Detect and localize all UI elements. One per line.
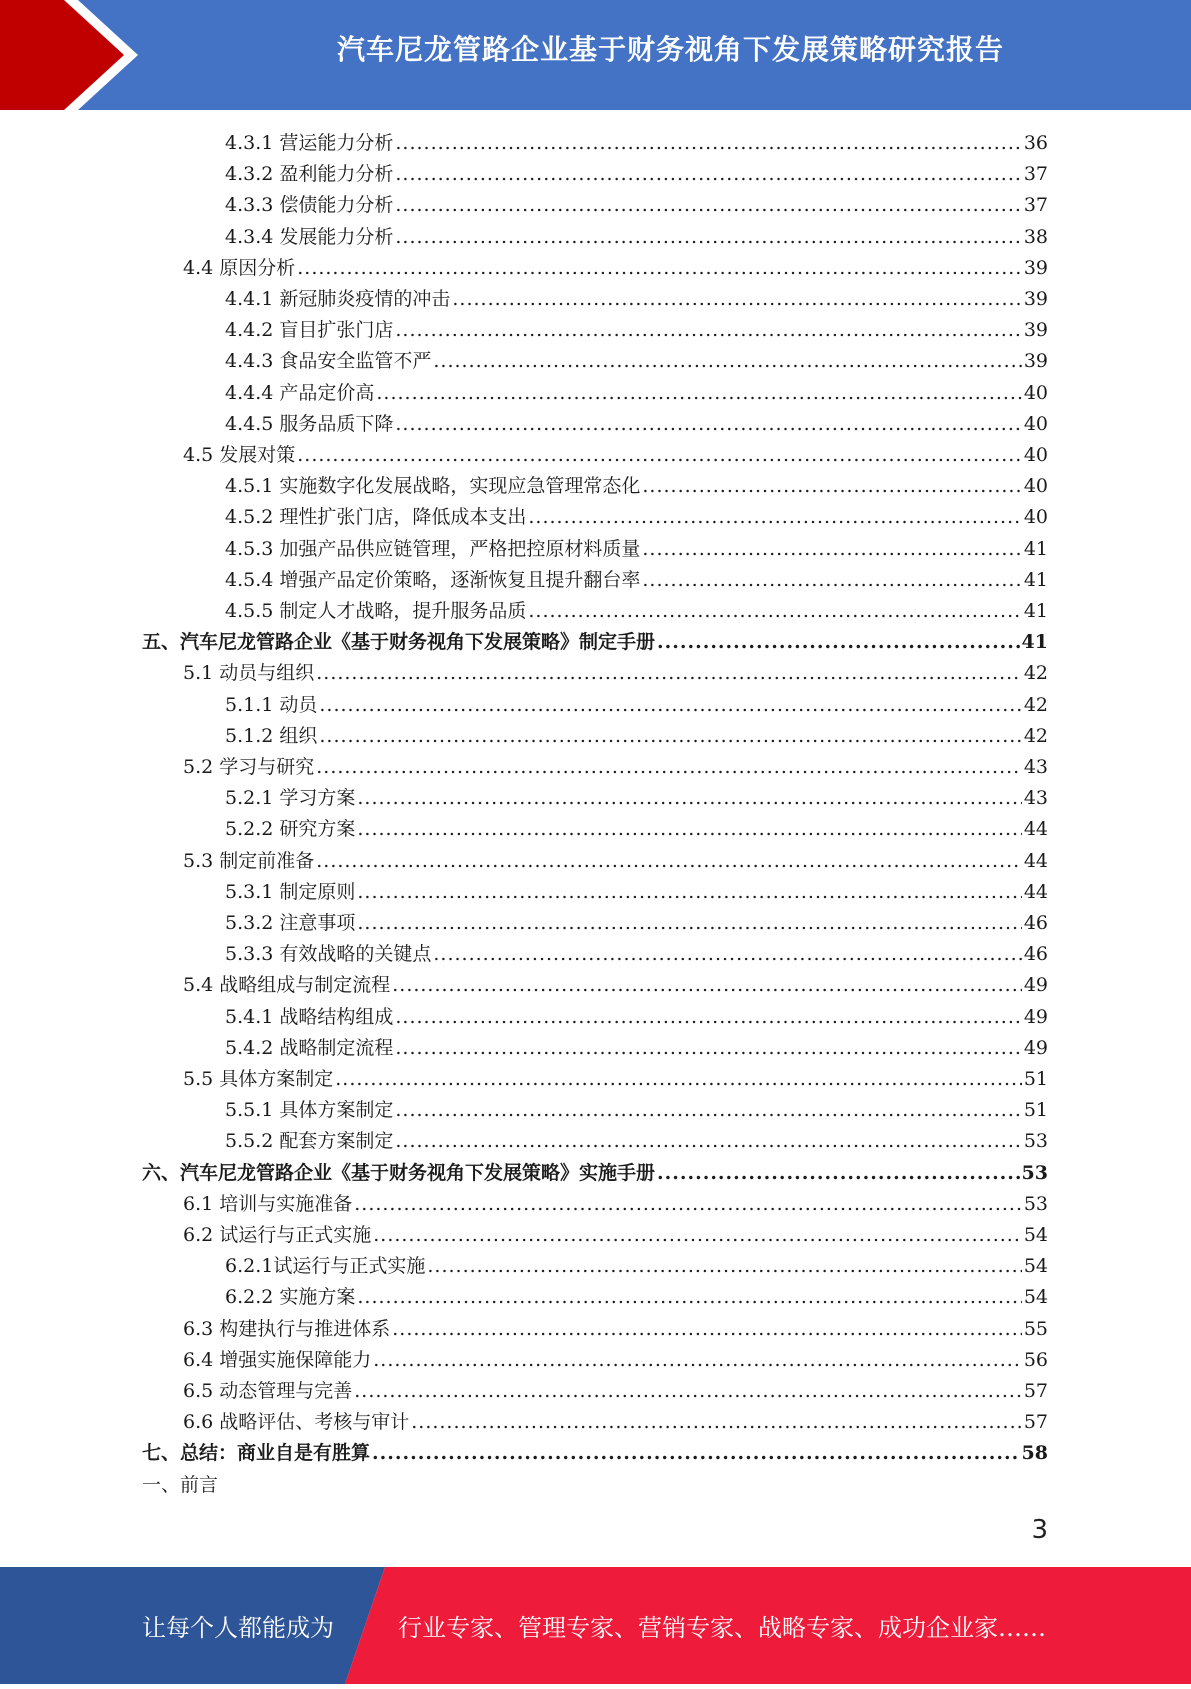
toc-entry-page: 55 <box>1023 1317 1048 1340</box>
toc-entry-number: 4.3.3 <box>225 194 274 217</box>
toc-entry[interactable] <box>183 846 1048 877</box>
toc-entry-number: 5.2.1 <box>225 787 274 810</box>
toc-dot-leader <box>354 1376 1022 1407</box>
page-number: 3 <box>1031 1515 1048 1545</box>
toc-entry[interactable] <box>142 627 1048 658</box>
toc-entry-number: 5.2 <box>183 756 214 778</box>
toc-entry-title: 盲目扩张门店 <box>279 319 394 342</box>
toc-entry[interactable] <box>183 970 1048 1001</box>
toc-entry-title: 动员与组织 <box>219 662 315 685</box>
toc-dot-leader <box>395 1033 1021 1064</box>
toc-entry-page: 41 <box>1023 537 1048 560</box>
toc-entry-title: 七、总结：商业自是有胜算 <box>142 1442 371 1465</box>
toc-entry-page: 42 <box>1023 724 1048 747</box>
toc-entry-number: 5.3.3 <box>225 943 274 966</box>
toc-entry-page: 49 <box>1023 1036 1048 1059</box>
toc-entry[interactable] <box>142 1158 1048 1189</box>
toc-dot-leader <box>373 1345 1022 1376</box>
toc-entry-title: 服务品质下降 <box>279 412 394 435</box>
toc-entry[interactable] <box>225 346 1048 377</box>
toc-dot-leader <box>395 190 1021 221</box>
page-header <box>0 0 1191 110</box>
toc-entry-title: 理性扩张门店，降低成本支出 <box>279 506 527 529</box>
toc-entry-number: 6.2 <box>183 1224 214 1246</box>
toc-entry-page: 40 <box>1023 444 1048 466</box>
toc-entry-page: 38 <box>1023 225 1048 248</box>
toc-entry-title: 六、汽车尼龙管路企业《基于财务视角下发展策略》实施手册 <box>142 1161 656 1184</box>
toc-dot-leader <box>373 1220 1022 1251</box>
toc-entry[interactable] <box>225 1033 1048 1064</box>
footer-slogan-right: 行业专家、管理专家、营销专家、战略专家、成功企业家…… <box>398 1614 1046 1642</box>
footer-slogan-left: 让每个人都能成为 <box>142 1614 334 1642</box>
toc-dot-leader <box>411 1407 1022 1438</box>
toc-entry-title: 实施数字化发展战略，实现应急管理常态化 <box>279 475 641 498</box>
toc-entry-page: 42 <box>1023 693 1048 716</box>
toc-entry[interactable] <box>225 222 1048 253</box>
toc-entry-page: 53 <box>1023 1192 1048 1215</box>
toc-entry[interactable] <box>225 596 1048 627</box>
toc-dot-leader <box>395 1002 1021 1033</box>
toc-entry-page: 44 <box>1023 849 1048 872</box>
toc-entry-number: 4.3.1 <box>225 132 274 154</box>
toc-entry-number: 4.4.1 <box>225 288 274 310</box>
toc-entry-page: 46 <box>1023 943 1048 966</box>
toc-entry-number: 4.4.4 <box>225 381 274 404</box>
toc-entry-page: 36 <box>1023 132 1048 154</box>
toc-entry-page: 42 <box>1023 662 1048 685</box>
toc-entry-page: 51 <box>1023 1099 1048 1122</box>
toc-dot-leader <box>528 502 1021 533</box>
toc-entry-page: 43 <box>1023 787 1048 810</box>
toc-entry-title: 制定前准备 <box>219 849 315 872</box>
toc-dot-leader <box>392 1314 1022 1345</box>
toc-entry[interactable] <box>225 814 1048 845</box>
toc-entry[interactable] <box>225 565 1048 596</box>
toc-entry-number: 5.4 <box>183 974 214 997</box>
toc-entry-title: 试运行与正式实施 <box>219 1224 372 1246</box>
toc-entry-page: 54 <box>1023 1224 1048 1246</box>
toc-entry-number: 5.1.2 <box>225 724 274 747</box>
toc-dot-leader <box>433 939 1021 970</box>
toc-dot-leader <box>395 222 1021 253</box>
toc-dot-leader <box>395 409 1021 440</box>
toc-dot-leader <box>297 253 1022 284</box>
toc-dot-leader <box>335 1064 1022 1095</box>
toc-entry-page: 40 <box>1023 381 1048 404</box>
toc-entry[interactable] <box>183 1407 1048 1438</box>
toc-entry-number: 5.5.1 <box>225 1099 274 1122</box>
toc-entry-title: 具体方案制定 <box>219 1068 334 1090</box>
toc-entry[interactable] <box>225 877 1048 908</box>
toc-entry-page: 54 <box>1023 1255 1048 1278</box>
toc-entry[interactable] <box>225 783 1048 814</box>
toc-entry-title: 食品安全监管不严 <box>279 350 432 373</box>
toc-entry-page: 37 <box>1023 163 1048 186</box>
toc-dot-leader <box>319 690 1021 721</box>
toc-entry-page: 40 <box>1023 412 1048 435</box>
toc-entry[interactable] <box>225 471 1048 502</box>
toc-entry-number: 5.5 <box>183 1068 214 1090</box>
toc-dot-leader <box>395 1095 1021 1126</box>
toc-entry[interactable] <box>225 378 1048 409</box>
toc-entry-title: 组织 <box>279 724 318 747</box>
toc-entry-page: 40 <box>1023 506 1048 529</box>
toc-entry-page: 57 <box>1023 1380 1048 1402</box>
toc-entry-title: 发展能力分析 <box>279 225 394 248</box>
toc-dot-leader <box>395 159 1021 190</box>
toc-dot-leader <box>392 970 1022 1001</box>
toc-entry-number: 5.3.1 <box>225 880 274 903</box>
header-chevron-icon <box>0 0 160 110</box>
toc-dot-leader <box>357 877 1021 908</box>
toc-entry-number: 4.5.5 <box>225 600 274 622</box>
toc-entry-title: 制定原则 <box>279 880 356 903</box>
toc-dot-leader <box>372 1438 1020 1469</box>
toc-entry[interactable] <box>183 1345 1048 1376</box>
toc-dot-leader <box>357 1282 1021 1313</box>
toc-entry-title: 新冠肺炎疫情的冲击 <box>279 288 451 310</box>
page-footer <box>0 1567 1191 1684</box>
toc-entry[interactable] <box>225 284 1048 315</box>
toc-entry-number: 5.1.1 <box>225 693 274 716</box>
toc-dot-leader <box>452 284 1021 315</box>
toc-entry-number: 4.4.5 <box>225 412 274 435</box>
toc-entry-number: 6.1 <box>183 1192 214 1215</box>
toc-entry[interactable] <box>183 1220 1048 1251</box>
toc-dot-leader <box>528 596 1021 627</box>
toc-entry[interactable] <box>225 534 1048 565</box>
toc-entry-title: 盈利能力分析 <box>279 163 394 186</box>
toc-dot-leader <box>395 315 1021 346</box>
toc-entry[interactable] <box>142 1470 218 1501</box>
toc-entry[interactable] <box>225 190 1048 221</box>
toc-entry[interactable] <box>183 1376 1048 1407</box>
toc-entry[interactable] <box>183 1064 1048 1095</box>
toc-entry[interactable] <box>225 939 1048 970</box>
toc-dot-leader <box>316 846 1022 877</box>
toc-entry-title: 产品定价高 <box>279 381 375 404</box>
toc-entry-number: 5.1 <box>183 662 214 685</box>
toc-entry-number: 5.3.2 <box>225 912 274 934</box>
toc-dot-leader <box>316 658 1022 689</box>
toc-entry-title: 战略结构组成 <box>279 1005 394 1028</box>
toc-entry[interactable] <box>225 908 1048 939</box>
toc-entry-title: 具体方案制定 <box>279 1099 394 1122</box>
toc-entry-title: 实施方案 <box>279 1286 356 1309</box>
toc-entry[interactable] <box>225 1002 1048 1033</box>
toc-entry-title: 注意事项 <box>279 912 356 934</box>
toc-entry-title: 动员 <box>279 693 318 716</box>
toc-entry[interactable] <box>183 1314 1048 1345</box>
toc-dot-leader <box>357 814 1021 845</box>
toc-entry-title: 有效战略的关键点 <box>279 943 432 966</box>
toc-dot-leader <box>297 440 1022 471</box>
toc-entry-title: 战略组成与制定流程 <box>219 974 391 997</box>
toc-entry-title: 营运能力分析 <box>279 132 394 154</box>
toc-entry[interactable] <box>225 1095 1048 1126</box>
toc-entry[interactable] <box>225 690 1048 721</box>
toc-entry-number: 6.2.2 <box>225 1286 274 1309</box>
toc-entry-page: 51 <box>1023 1068 1048 1090</box>
toc-entry-page: 41 <box>1023 600 1048 622</box>
toc-entry-title: 学习方案 <box>279 787 356 810</box>
toc-entry-number: 4.5.4 <box>225 568 274 591</box>
toc-entry[interactable] <box>225 315 1048 346</box>
toc-dot-leader <box>319 721 1021 752</box>
toc-entry[interactable] <box>225 1251 1048 1282</box>
toc-dot-leader <box>357 783 1021 814</box>
toc-entry-page: 39 <box>1023 350 1048 373</box>
toc-entry-page: 41 <box>1023 568 1048 591</box>
toc-entry[interactable] <box>183 440 1048 471</box>
toc-entry-title: 配套方案制定 <box>279 1130 394 1153</box>
toc-dot-leader <box>376 378 1021 409</box>
toc-entry-number: 4.5.3 <box>225 537 274 560</box>
toc-entry-page: 40 <box>1023 475 1048 498</box>
toc-entry-number: 4.4.2 <box>225 319 274 342</box>
toc-entry-number: 5.3 <box>183 849 214 872</box>
toc-entry-title: 增强产品定价策略，逐渐恢复且提升翻台率 <box>279 568 641 591</box>
toc-entry[interactable] <box>183 253 1048 284</box>
toc-entry-number: 4.3.2 <box>225 163 274 186</box>
toc-entry-title: 战略制定流程 <box>279 1036 394 1059</box>
toc-entry[interactable] <box>225 128 1048 159</box>
toc-entry-number: 6.4 <box>183 1348 214 1371</box>
toc-dot-leader <box>657 1158 1020 1189</box>
toc-dot-leader <box>395 128 1021 159</box>
toc-entry-title: 试运行与正式实施 <box>273 1255 426 1278</box>
toc-entry-page: 57 <box>1023 1411 1048 1434</box>
toc-entry-page: 49 <box>1023 1005 1048 1028</box>
toc-entry-page: 46 <box>1023 912 1048 934</box>
toc-entry[interactable] <box>225 159 1048 190</box>
toc-entry[interactable] <box>183 752 1048 783</box>
toc-entry-number: 6.2.1 <box>225 1255 274 1278</box>
toc-entry[interactable] <box>225 1126 1048 1157</box>
toc-entry-number: 6.5 <box>183 1380 214 1402</box>
toc-entry-page: 39 <box>1023 256 1048 279</box>
toc-entry-title: 研究方案 <box>279 818 356 841</box>
toc-entry[interactable] <box>225 409 1048 440</box>
toc-dot-leader <box>642 471 1021 502</box>
toc-entry-number: 6.3 <box>183 1317 214 1340</box>
toc-entry[interactable] <box>225 502 1048 533</box>
toc-dot-leader <box>433 346 1021 377</box>
toc-entry-number: 5.5.2 <box>225 1130 274 1153</box>
toc-entry-title: 五、汽车尼龙管路企业《基于财务视角下发展策略》制定手册 <box>142 631 656 654</box>
toc-entry[interactable] <box>225 721 1048 752</box>
toc-entry-page: 53 <box>1021 1161 1048 1184</box>
toc-entry-page: 39 <box>1023 319 1048 342</box>
toc-entry-title: 培训与实施准备 <box>219 1192 353 1215</box>
toc-entry-page: 39 <box>1023 288 1048 310</box>
toc-entry-title: 一、前言 <box>142 1473 219 1496</box>
toc-entry-title: 偿债能力分析 <box>279 194 394 217</box>
toc-dot-leader <box>642 565 1021 596</box>
toc-entry-number: 4.4 <box>183 256 214 279</box>
toc-entry-number: 4.5 <box>183 444 214 466</box>
toc-entry-page: 56 <box>1023 1348 1048 1371</box>
toc-entry-page: 54 <box>1023 1286 1048 1309</box>
toc-entry[interactable] <box>183 1189 1048 1220</box>
toc-entry-number: 4.5.2 <box>225 506 274 529</box>
toc-dot-leader <box>354 1189 1022 1220</box>
toc-entry-page: 53 <box>1023 1130 1048 1153</box>
toc-entry-title: 加强产品供应链管理，严格把控原材料质量 <box>279 537 641 560</box>
toc-entry-page: 44 <box>1023 880 1048 903</box>
toc-entry-page: 58 <box>1021 1442 1048 1465</box>
toc-entry-number: 4.3.4 <box>225 225 274 248</box>
toc-dot-leader <box>642 534 1021 565</box>
toc-entry-number: 5.2.2 <box>225 818 274 841</box>
toc-entry[interactable] <box>225 1282 1048 1313</box>
toc-entry-number: 6.6 <box>183 1411 214 1434</box>
toc-entry-title: 学习与研究 <box>219 756 315 778</box>
toc-entry-title: 制定人才战略，提升服务品质 <box>279 600 527 622</box>
toc-dot-leader <box>395 1126 1021 1157</box>
toc-entry-page: 41 <box>1021 631 1048 654</box>
document-title: 汽车尼龙管路企业基于财务视角下发展策略研究报告 <box>336 33 1004 66</box>
toc-entry-number: 4.5.1 <box>225 475 274 498</box>
toc-dot-leader <box>357 908 1021 939</box>
toc-entry-title: 构建执行与推进体系 <box>219 1317 391 1340</box>
toc-entry-page: 44 <box>1023 818 1048 841</box>
toc-dot-leader <box>316 752 1022 783</box>
toc-entry-number: 5.4.2 <box>225 1036 274 1059</box>
toc-entry-page: 49 <box>1023 974 1048 997</box>
toc-entry-title: 动态管理与完善 <box>219 1380 353 1402</box>
toc-entry-title: 原因分析 <box>219 256 296 279</box>
toc-entry[interactable] <box>142 1438 1048 1469</box>
toc-entry-title: 发展对策 <box>219 444 296 466</box>
toc-entry-number: 4.4.3 <box>225 350 274 373</box>
toc-entry[interactable] <box>183 658 1048 689</box>
toc-dot-leader <box>427 1251 1021 1282</box>
toc-dot-leader <box>657 627 1020 658</box>
toc-entry-number: 5.4.1 <box>225 1005 274 1028</box>
toc-entry-title: 战略评估、考核与审计 <box>219 1411 410 1434</box>
toc-entry-page: 37 <box>1023 194 1048 217</box>
toc-entry-page: 43 <box>1023 756 1048 778</box>
toc-entry-title: 增强实施保障能力 <box>219 1348 372 1371</box>
